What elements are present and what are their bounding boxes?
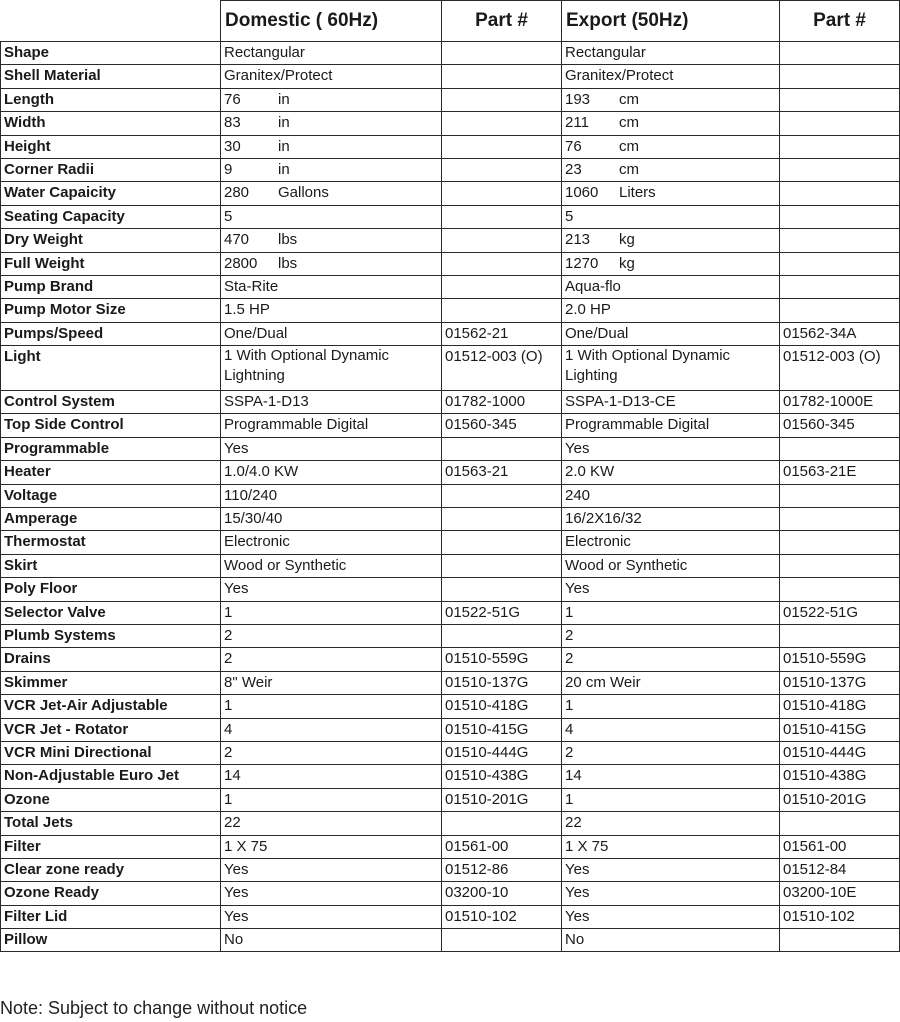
- export-value: Aqua-flo: [562, 275, 780, 298]
- domestic-unit: lbs: [278, 231, 298, 249]
- export-unit: Liters: [619, 184, 656, 202]
- domestic-value: 2: [221, 648, 442, 671]
- export-part-number: 03200-10E: [780, 882, 900, 905]
- row-label: Ozone Ready: [1, 882, 221, 905]
- row-label: Corner Radii: [1, 158, 221, 181]
- export-part-number: [780, 88, 900, 111]
- row-label: Amperage: [1, 508, 221, 531]
- domestic-value: Yes: [221, 858, 442, 881]
- export-part-number: [780, 437, 900, 460]
- domestic-part-number: [442, 112, 562, 135]
- export-value: No: [562, 929, 780, 952]
- table-row: [1, 391, 900, 414]
- row-label: Voltage: [1, 484, 221, 507]
- domestic-part-number: 01510-559G: [442, 648, 562, 671]
- domestic-part-number: [442, 929, 562, 952]
- row-label: Seating Capacity: [1, 205, 221, 228]
- export-value: Yes: [562, 578, 780, 601]
- domestic-part-number: [442, 158, 562, 181]
- export-value: Electronic: [562, 531, 780, 554]
- export-value: 5: [562, 205, 780, 228]
- table-row: [1, 299, 900, 322]
- export-value: Yes: [562, 437, 780, 460]
- export-part-number: 01510-438G: [780, 765, 900, 788]
- domestic-value: 4: [221, 718, 442, 741]
- row-label: Height: [1, 135, 221, 158]
- domestic-value: 1: [221, 695, 442, 718]
- export-part-number: [780, 531, 900, 554]
- domestic-part-number: [442, 182, 562, 205]
- domestic-value: Yes: [221, 882, 442, 905]
- export-part-number: [780, 205, 900, 228]
- table-row: [1, 812, 900, 835]
- domestic-part-number: [442, 554, 562, 577]
- domestic-part-number: 01510-102: [442, 905, 562, 928]
- table-row: [1, 929, 900, 952]
- table-row: [1, 42, 900, 65]
- domestic-part-number: [442, 275, 562, 298]
- export-value: [562, 158, 780, 181]
- export-value: 1: [562, 695, 780, 718]
- domestic-part-number: 01563-21: [442, 461, 562, 484]
- table-row: [1, 414, 900, 437]
- table-row: [1, 346, 900, 391]
- row-label: VCR Jet-Air Adjustable: [1, 695, 221, 718]
- domestic-number: 9: [224, 160, 233, 178]
- row-label: Top Side Control: [1, 414, 221, 437]
- export-value: 4: [562, 718, 780, 741]
- export-value: 1: [562, 788, 780, 811]
- table-row: [1, 695, 900, 718]
- domestic-part-number: [442, 205, 562, 228]
- export-unit: kg: [619, 254, 635, 272]
- domestic-value: Sta-Rite: [221, 275, 442, 298]
- export-value: Yes: [562, 905, 780, 928]
- table-row: [1, 252, 900, 275]
- export-value: 14: [562, 765, 780, 788]
- table-row: [1, 648, 900, 671]
- domestic-value: 1: [221, 601, 442, 624]
- row-label: Clear zone ready: [1, 858, 221, 881]
- domestic-part-number: 01510-444G: [442, 741, 562, 764]
- export-value: Rectangular: [562, 42, 780, 65]
- domestic-value: [221, 135, 442, 158]
- domestic-part-number: [442, 299, 562, 322]
- export-unit: cm: [619, 114, 639, 132]
- row-label: Plumb Systems: [1, 624, 221, 647]
- export-value: Yes: [562, 882, 780, 905]
- domestic-value: SSPA-1-D13: [221, 391, 442, 414]
- domestic-part-number: 01510-438G: [442, 765, 562, 788]
- export-value: 22: [562, 812, 780, 835]
- domestic-part-number: [442, 624, 562, 647]
- export-part-number: 01561-00: [780, 835, 900, 858]
- export-number: 1270: [565, 254, 599, 272]
- header-part-export: Part #: [780, 1, 900, 42]
- domestic-part-number: [442, 135, 562, 158]
- domestic-part-number: 01512-86: [442, 858, 562, 881]
- table-row: [1, 65, 900, 88]
- table-row: [1, 275, 900, 298]
- domestic-unit: lbs: [278, 254, 298, 272]
- export-value: One/Dual: [562, 322, 780, 345]
- export-number: 76: [565, 137, 582, 155]
- export-part-number: [780, 554, 900, 577]
- domestic-value: 22: [221, 812, 442, 835]
- export-value: Yes: [562, 858, 780, 881]
- domestic-unit: in: [278, 137, 290, 155]
- export-number: 193: [565, 90, 591, 108]
- domestic-value: [221, 158, 442, 181]
- domestic-part-number: [442, 65, 562, 88]
- table-row: [1, 741, 900, 764]
- domestic-part-number: 01561-00: [442, 835, 562, 858]
- domestic-value: [221, 112, 442, 135]
- table-row: [1, 88, 900, 111]
- row-label: Thermostat: [1, 531, 221, 554]
- table-row: [1, 554, 900, 577]
- domestic-value: 1: [221, 788, 442, 811]
- export-value: [562, 252, 780, 275]
- header-part-domestic: Part #: [442, 1, 562, 42]
- export-value: [562, 135, 780, 158]
- table-row: [1, 158, 900, 181]
- row-label: Skirt: [1, 554, 221, 577]
- export-part-number: [780, 578, 900, 601]
- export-value: 16/2X16/32: [562, 508, 780, 531]
- row-label: Shape: [1, 42, 221, 65]
- export-part-number: [780, 484, 900, 507]
- domestic-number: 30: [224, 137, 241, 155]
- export-part-number: 01510-102: [780, 905, 900, 928]
- domestic-part-number: [442, 578, 562, 601]
- domestic-value: 14: [221, 765, 442, 788]
- domestic-part-number: [442, 531, 562, 554]
- domestic-value: [221, 229, 442, 252]
- row-label: Poly Floor: [1, 578, 221, 601]
- table-row: [1, 788, 900, 811]
- export-value: 2.0 KW: [562, 461, 780, 484]
- export-part-number: 01562-34A: [780, 322, 900, 345]
- row-label: Control System: [1, 391, 221, 414]
- row-label: Light: [1, 346, 221, 391]
- domestic-number: 83: [224, 114, 241, 132]
- export-unit: cm: [619, 90, 639, 108]
- domestic-number: 470: [224, 231, 250, 249]
- row-label: Pillow: [1, 929, 221, 952]
- table-row: [1, 718, 900, 741]
- domestic-part-number: 01510-418G: [442, 695, 562, 718]
- table-row: [1, 182, 900, 205]
- export-number: 1060: [565, 184, 599, 202]
- domestic-value: 15/30/40: [221, 508, 442, 531]
- export-part-number: [780, 275, 900, 298]
- table-row: [1, 624, 900, 647]
- export-part-number: [780, 299, 900, 322]
- export-part-number: 01512-84: [780, 858, 900, 881]
- export-value: [562, 112, 780, 135]
- export-part-number: [780, 812, 900, 835]
- export-value: [562, 229, 780, 252]
- domestic-value: 1 X 75: [221, 835, 442, 858]
- domestic-value: Yes: [221, 437, 442, 460]
- header-row: [1, 1, 900, 42]
- domestic-value: 1 With Optional Dynamic Lightning: [221, 346, 442, 391]
- domestic-part-number: 01560-345: [442, 414, 562, 437]
- export-unit: cm: [619, 137, 639, 155]
- domestic-part-number: [442, 88, 562, 111]
- row-label: VCR Mini Directional: [1, 741, 221, 764]
- domestic-part-number: [442, 229, 562, 252]
- header-domestic: Domestic ( 60Hz): [221, 1, 442, 42]
- table-row: [1, 135, 900, 158]
- domestic-value: One/Dual: [221, 322, 442, 345]
- export-part-number: [780, 42, 900, 65]
- export-value: 2: [562, 741, 780, 764]
- domestic-value: Electronic: [221, 531, 442, 554]
- domestic-value: 1.0/4.0 KW: [221, 461, 442, 484]
- domestic-value: Wood or Synthetic: [221, 554, 442, 577]
- domestic-part-number: 03200-10: [442, 882, 562, 905]
- row-label: Full Weight: [1, 252, 221, 275]
- export-part-number: 01563-21E: [780, 461, 900, 484]
- domestic-value: [221, 88, 442, 111]
- domestic-part-number: 01782-1000: [442, 391, 562, 414]
- row-label: Filter: [1, 835, 221, 858]
- export-value: Wood or Synthetic: [562, 554, 780, 577]
- domestic-part-number: [442, 508, 562, 531]
- row-label: Width: [1, 112, 221, 135]
- table-row: [1, 531, 900, 554]
- row-label: Non-Adjustable Euro Jet: [1, 765, 221, 788]
- export-part-number: [780, 158, 900, 181]
- export-part-number: [780, 65, 900, 88]
- table-row: [1, 437, 900, 460]
- export-part-number: 01510-415G: [780, 718, 900, 741]
- domestic-unit: in: [278, 114, 290, 132]
- export-part-number: [780, 252, 900, 275]
- domestic-value: 2: [221, 624, 442, 647]
- domestic-value: 1.5 HP: [221, 299, 442, 322]
- row-label: Selector Valve: [1, 601, 221, 624]
- domestic-unit: in: [278, 160, 290, 178]
- export-value: SSPA-1-D13-CE: [562, 391, 780, 414]
- domestic-value: [221, 182, 442, 205]
- export-part-number: 01510-444G: [780, 741, 900, 764]
- domestic-value: Rectangular: [221, 42, 442, 65]
- export-value: [562, 182, 780, 205]
- domestic-value: 2: [221, 741, 442, 764]
- export-part-number: 01512-003 (O): [780, 346, 900, 391]
- table-row: [1, 461, 900, 484]
- table-row: [1, 835, 900, 858]
- domestic-part-number: [442, 42, 562, 65]
- table-row: [1, 601, 900, 624]
- domestic-value: 110/240: [221, 484, 442, 507]
- domestic-part-number: [442, 812, 562, 835]
- row-label: Pumps/Speed: [1, 322, 221, 345]
- table-row: [1, 112, 900, 135]
- table-row: [1, 578, 900, 601]
- domestic-part-number: 01562-21: [442, 322, 562, 345]
- domestic-value: Granitex/Protect: [221, 65, 442, 88]
- domestic-part-number: 01510-137G: [442, 671, 562, 694]
- domestic-value: Yes: [221, 905, 442, 928]
- export-part-number: 01782-1000E: [780, 391, 900, 414]
- export-value: 1 With Optional Dynamic Lighting: [562, 346, 780, 391]
- export-part-number: [780, 135, 900, 158]
- row-label: Heater: [1, 461, 221, 484]
- export-part-number: [780, 624, 900, 647]
- table-row: [1, 508, 900, 531]
- export-part-number: 01510-201G: [780, 788, 900, 811]
- export-number: 211: [565, 114, 589, 132]
- domestic-value: 8" Weir: [221, 671, 442, 694]
- export-value: Programmable Digital: [562, 414, 780, 437]
- export-part-number: [780, 929, 900, 952]
- export-value: 2: [562, 648, 780, 671]
- domestic-value: Yes: [221, 578, 442, 601]
- domestic-unit: Gallons: [278, 184, 329, 202]
- row-label: Drains: [1, 648, 221, 671]
- export-part-number: [780, 112, 900, 135]
- domestic-part-number: 01510-201G: [442, 788, 562, 811]
- row-label: Ozone: [1, 788, 221, 811]
- export-value: 20 cm Weir: [562, 671, 780, 694]
- table-row: [1, 671, 900, 694]
- table-row: [1, 205, 900, 228]
- table-row: [1, 905, 900, 928]
- table-row: [1, 322, 900, 345]
- domestic-part-number: [442, 437, 562, 460]
- export-value: 240: [562, 484, 780, 507]
- row-label: Programmable: [1, 437, 221, 460]
- export-part-number: 01522-51G: [780, 601, 900, 624]
- export-value: 1 X 75: [562, 835, 780, 858]
- domestic-number: 280: [224, 184, 250, 202]
- row-label: Skimmer: [1, 671, 221, 694]
- domestic-value: Programmable Digital: [221, 414, 442, 437]
- domestic-part-number: 01512-003 (O): [442, 346, 562, 391]
- row-label: Length: [1, 88, 221, 111]
- export-value: 2: [562, 624, 780, 647]
- export-part-number: [780, 182, 900, 205]
- domestic-part-number: 01522-51G: [442, 601, 562, 624]
- table-row: [1, 229, 900, 252]
- export-part-number: 01560-345: [780, 414, 900, 437]
- export-number: 23: [565, 160, 582, 178]
- domestic-part-number: [442, 484, 562, 507]
- header-blank: [1, 1, 221, 42]
- row-label: Water Capaicity: [1, 182, 221, 205]
- table-row: [1, 484, 900, 507]
- row-label: Pump Motor Size: [1, 299, 221, 322]
- export-value: Granitex/Protect: [562, 65, 780, 88]
- domestic-number: 2800: [224, 254, 258, 272]
- domestic-number: 76: [224, 90, 241, 108]
- export-unit: kg: [619, 231, 635, 249]
- export-part-number: [780, 508, 900, 531]
- export-value: [562, 88, 780, 111]
- row-label: Shell Material: [1, 65, 221, 88]
- export-value: 1: [562, 601, 780, 624]
- footnote: Note: Subject to change without notice: [0, 998, 308, 1018]
- domestic-unit: in: [278, 90, 290, 108]
- row-label: Dry Weight: [1, 229, 221, 252]
- table-row: [1, 858, 900, 881]
- table-row: [1, 882, 900, 905]
- export-part-number: [780, 229, 900, 252]
- domestic-value: 5: [221, 205, 442, 228]
- domestic-part-number: 01510-415G: [442, 718, 562, 741]
- row-label: Total Jets: [1, 812, 221, 835]
- domestic-value: [221, 252, 442, 275]
- table-row: [1, 765, 900, 788]
- header-export: Export (50Hz): [562, 1, 780, 42]
- row-label: VCR Jet - Rotator: [1, 718, 221, 741]
- spec-body: [1, 42, 900, 952]
- domestic-value: No: [221, 929, 442, 952]
- export-value: 2.0 HP: [562, 299, 780, 322]
- export-part-number: 01510-559G: [780, 648, 900, 671]
- row-label: Pump Brand: [1, 275, 221, 298]
- export-unit: cm: [619, 160, 639, 178]
- domestic-part-number: [442, 252, 562, 275]
- row-label: Filter Lid: [1, 905, 221, 928]
- export-part-number: 01510-137G: [780, 671, 900, 694]
- export-number: 213: [565, 231, 591, 249]
- export-part-number: 01510-418G: [780, 695, 900, 718]
